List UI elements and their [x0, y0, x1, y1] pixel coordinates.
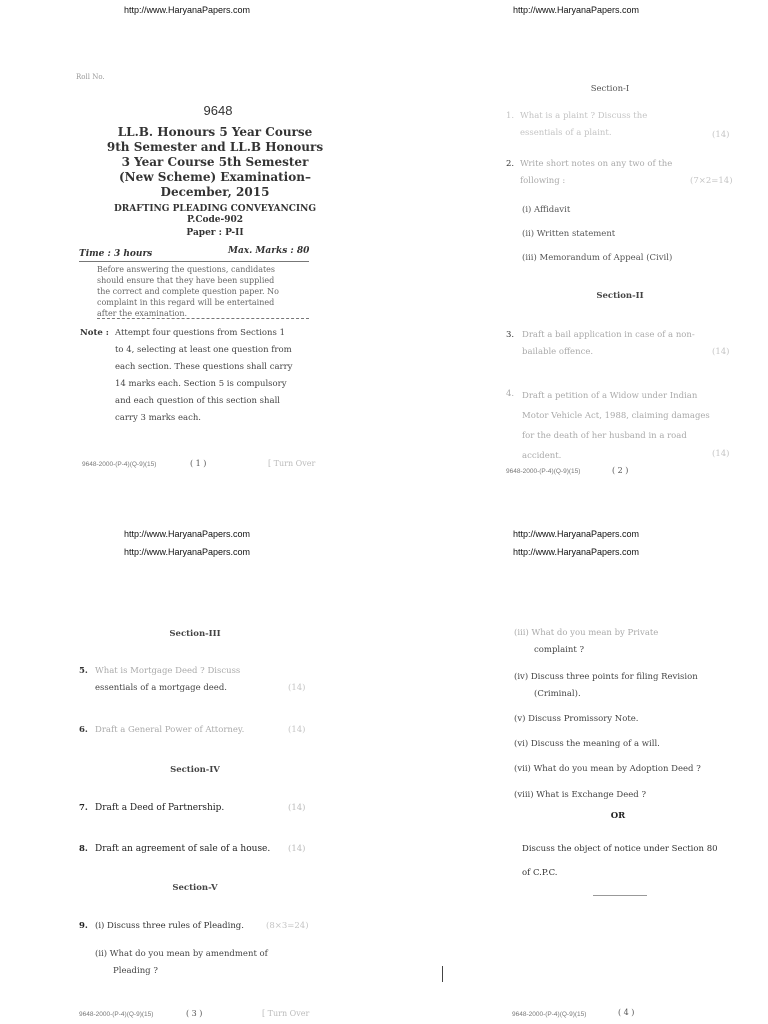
sub-item-line: (iii) What do you mean by Private: [514, 628, 659, 638]
marks: (14): [288, 725, 306, 735]
paper-label: Paper : P-II: [186, 228, 244, 238]
page-number: ( 1 ): [190, 459, 207, 468]
question-4: [522, 386, 742, 466]
question-line: bailable offence.: [522, 347, 594, 357]
marks: (8×3=24): [266, 921, 309, 931]
source-url[interactable]: http://www.HaryanaPapers.com: [513, 547, 640, 557]
question-line: following :: [520, 176, 566, 186]
question-number: 6.: [79, 725, 88, 735]
question-9-ii: [95, 946, 315, 980]
alternative-question: [522, 837, 762, 885]
sub-item: [514, 787, 744, 807]
note-line: 14 marks each. Section 5 is compulsory: [115, 379, 287, 389]
sub-item: (ii) Written statement: [522, 229, 616, 239]
subject-title: DRAFTING PLEADING CONVEYANCING: [113, 204, 317, 214]
instructions: [97, 264, 315, 319]
sub-item-line: (Criminal).: [534, 689, 581, 699]
note-line: to 4, selecting at least one question from: [115, 345, 292, 355]
roll-no: Roll No.: [76, 73, 105, 81]
time-allowed: Time : 3 hours: [79, 249, 153, 259]
marks: (14): [288, 683, 306, 693]
question-5: [95, 663, 310, 697]
question-line: (ii) What do you mean by amendment of: [95, 949, 268, 959]
question-line: Write short notes on any two of the: [520, 159, 673, 169]
question-number: 7.: [79, 803, 88, 813]
subject-block: [60, 204, 370, 239]
question-number: 4.: [506, 389, 515, 399]
question-number: 1.: [506, 111, 515, 121]
question-line: What is a plaint ? Discuss the: [520, 111, 648, 121]
question-line: Pleading ?: [113, 966, 158, 976]
source-url[interactable]: http://www.HaryanaPapers.com: [513, 529, 640, 539]
sub-item: (iii) Memorandum of Appeal (Civil): [522, 253, 673, 263]
question-number: 3.: [506, 330, 515, 340]
sub-item: [514, 625, 744, 669]
question-9-items: [514, 625, 744, 807]
instruction-line: the correct and complete question paper. No: [97, 287, 279, 296]
course-line: LL.B. Honours 5 Year Course: [117, 125, 313, 139]
section-heading: Section-V: [172, 883, 218, 893]
divider: [79, 261, 309, 262]
end-line: [593, 895, 647, 896]
question-6: Draft a General Power of Attorney.: [95, 725, 245, 735]
question-line: essentials of a mortgage deed.: [95, 683, 227, 693]
marks: (14): [288, 844, 306, 854]
footer-code: 9648-2000-(P-4)(Q-9)(15): [506, 468, 581, 475]
question-2-items: [522, 198, 722, 270]
turn-over: [ Turn Over: [268, 459, 316, 468]
marks: (14): [712, 449, 730, 459]
source-url[interactable]: http://www.HaryanaPapers.com: [124, 529, 251, 539]
sub-item-line: (vi) Discuss the meaning of a will.: [514, 739, 660, 749]
pcode: P.Code-902: [186, 215, 244, 225]
question-line: Motor Vehicle Act, 1988, claiming damages: [522, 411, 710, 421]
question-9-i: (i) Discuss three rules of Pleading.: [95, 921, 244, 931]
or-label: OR: [610, 811, 626, 821]
sub-item: [514, 711, 744, 736]
divider: [97, 318, 309, 319]
instruction-line: should ensure that they have been supplied: [97, 276, 275, 285]
footer-code: 9648-2000-(P-4)(Q-9)(15): [79, 1011, 154, 1018]
footer-code: 9648-2000-(P-4)(Q-9)(15): [512, 1011, 587, 1018]
page-number: ( 4 ): [618, 1008, 635, 1017]
question-line: Discuss the object of notice under Section 80: [522, 844, 718, 854]
marks: (14): [712, 347, 730, 357]
note-line: and each question of this section shall: [115, 396, 281, 406]
question-line: What is Mortgage Deed ? Discuss: [95, 666, 241, 676]
sub-item-line: complaint ?: [534, 645, 585, 655]
question-line: of C.P.C.: [522, 868, 558, 878]
sub-item-line: (viii) What is Exchange Deed ?: [514, 790, 646, 800]
note-line: Attempt four questions from Sections 1: [115, 328, 285, 338]
question-3: [522, 327, 737, 361]
turn-over: [ Turn Over: [262, 1009, 310, 1018]
instruction-line: Before answering the questions, candidates: [97, 265, 276, 274]
question-line: for the death of her husband in a road: [522, 431, 687, 441]
section-heading: Section-III: [169, 629, 221, 639]
note-line: carry 3 marks each.: [115, 413, 202, 423]
question-line: Draft a petition of a Widow under Indian: [522, 391, 698, 401]
sub-item-line: (iv) Discuss three points for filing Revision: [514, 672, 698, 682]
marks: (14): [712, 130, 730, 140]
sub-item-line: (v) Discuss Promissory Note.: [514, 714, 639, 724]
course-line: 9th Semester and LL.B Honours: [106, 140, 324, 154]
source-url[interactable]: http://www.HaryanaPapers.com: [124, 547, 251, 557]
marks: (7×2=14): [690, 176, 733, 186]
section-heading: Section-I: [590, 84, 630, 94]
sub-item: [514, 761, 744, 787]
source-url[interactable]: http://www.HaryanaPapers.com: [124, 5, 251, 15]
max-marks: Max. Marks : 80: [228, 246, 310, 256]
question-number: 8.: [79, 844, 88, 854]
section-heading: Section-II: [596, 291, 644, 301]
scan-mark: [442, 966, 443, 982]
instruction-line: after the examination.: [97, 309, 188, 318]
sub-item: (i) Affidavit: [522, 205, 571, 215]
instruction-line: complaint in this regard will be entertained: [97, 298, 275, 307]
sub-item: [514, 736, 744, 761]
page-number: ( 3 ): [186, 1009, 203, 1018]
course-line: (New Scheme) Examination–: [119, 170, 311, 184]
course-title: [60, 125, 370, 200]
question-line: accident.: [522, 451, 562, 461]
note-line: each section. These questions shall carry: [115, 362, 293, 372]
sub-item-line: (vii) What do you mean by Adoption Deed ?: [514, 764, 701, 774]
question-1: [520, 108, 735, 142]
question-7: Draft a Deed of Partnership.: [95, 803, 225, 813]
source-url[interactable]: http://www.HaryanaPapers.com: [513, 5, 640, 15]
question-number: 9.: [79, 921, 88, 931]
course-line: 3 Year Course 5th Semester: [121, 155, 309, 169]
question-number: 2.: [506, 159, 515, 169]
section-heading: Section-IV: [170, 765, 220, 775]
question-8: Draft an agreement of sale of a house.: [95, 844, 271, 854]
question-line: essentials of a plaint.: [520, 128, 612, 138]
question-number: 5.: [79, 666, 88, 676]
question-line: Draft a bail application in case of a non-: [522, 330, 695, 340]
course-line: December, 2015: [160, 185, 270, 199]
note-label: Note :: [80, 328, 109, 338]
marks: (14): [288, 803, 306, 813]
paper-code: 9648: [203, 103, 233, 118]
note-body: [115, 325, 315, 427]
page-number: ( 2 ): [612, 466, 629, 475]
sub-item: [514, 669, 744, 711]
footer-code: 9648-2000-(P-4)(Q-9)(15): [82, 461, 157, 468]
